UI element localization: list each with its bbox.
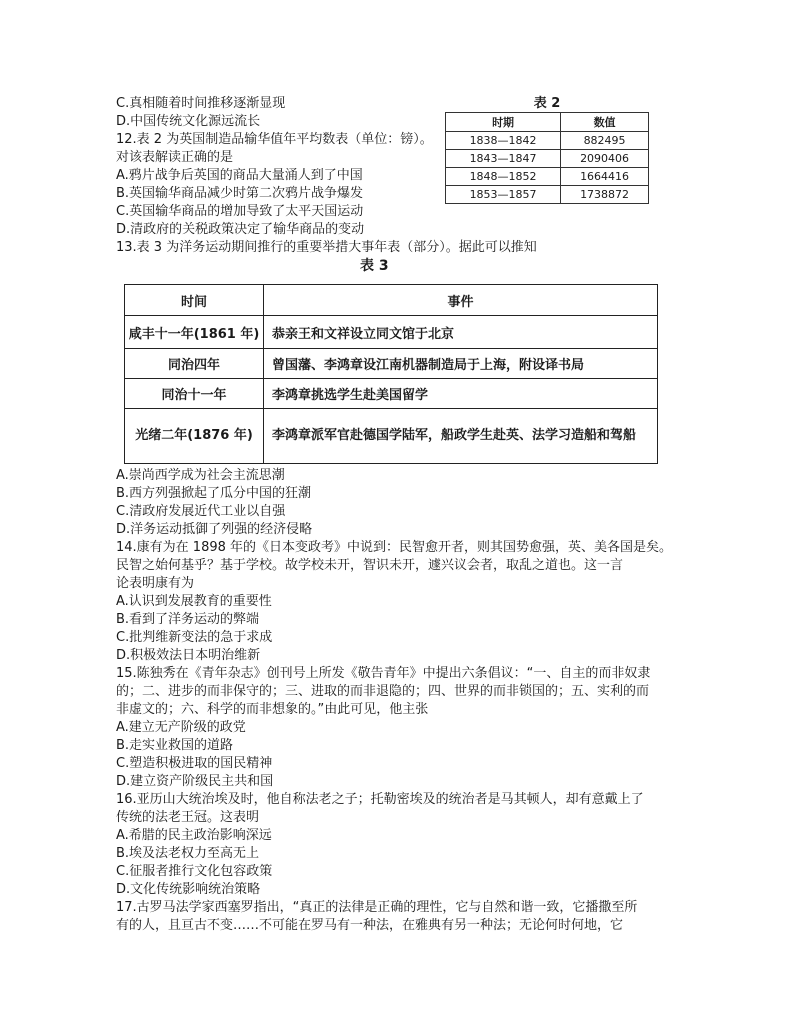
table-row <box>125 349 658 379</box>
table-2 <box>445 96 649 204</box>
question-12-stem: 12.表 2 为英国制造品输华值年平均数表（单位：镑）。 <box>116 132 433 147</box>
option-c-q16: C.征服者推行文化包容政策 <box>116 864 273 879</box>
option-b-q16: B.埃及法老权力至高无上 <box>116 846 260 861</box>
question-14-stem-cont: 民智之始何基乎？基于学校。故学校未开，智识未开，遽兴议会者，取乱之道也。这一言 <box>116 558 624 573</box>
table-2-caption: 表 2 <box>533 96 561 111</box>
table-cell: 2090406 <box>561 150 649 168</box>
option-b-q13: B.西方列强掀起了瓜分中国的狂潮 <box>116 486 312 501</box>
question-17-stem-cont: 有的人，且亘古不变……不可能在罗马有一种法，在雅典有另一种法；无论何时何地，它 <box>116 918 624 933</box>
table-3-caption: 表 3 <box>360 258 389 274</box>
table-cell: 1853—1857 <box>446 186 561 204</box>
question-15-stem-cont: 的；二、进步的而非保守的；三、进取的而非退隐的；四、世界的而非锁国的；五、实利的而 <box>116 684 650 699</box>
option-d-q14: D.积极效法日本明治维新 <box>116 648 261 663</box>
table-3-header-row <box>125 285 658 316</box>
table-cell-time: 咸丰十一年(1861 年) <box>125 316 264 349</box>
option-d-q13: D.洋务运动抵御了列强的经济侵略 <box>116 522 313 537</box>
table-cell: 1664416 <box>561 168 649 186</box>
table-row <box>125 316 658 349</box>
option-d-q12: D.清政府的关税政策决定了输华商品的变动 <box>116 222 365 237</box>
option-b-q14: B.看到了洋务运动的弊端 <box>116 612 260 627</box>
question-16-stem-cont: 传统的法老王冠。这表明 <box>116 810 260 825</box>
question-15-stem: 15.陈独秀在《青年杂志》创刊号上所发《敬告青年》中提出六条倡议：“一、自主的而非奴隶 <box>116 666 651 681</box>
question-12-stem-cont: 对该表解读正确的是 <box>116 150 234 165</box>
question-17-stem: 17.古罗马法学家西塞罗指出，“真正的法律是正确的理性，它与自然和谐一致，它播撒至所 <box>116 900 638 915</box>
table-2-header-period: 时期 <box>446 113 561 132</box>
table-row <box>446 186 649 204</box>
table-row <box>125 379 658 409</box>
option-c-q14: C.批判维新变法的急于求成 <box>116 630 273 645</box>
question-16-stem: 16.亚历山大统治埃及时，他自称法老之子；托勒密埃及的统治者是马其顿人，却有意戴上了 <box>116 792 644 807</box>
option-a-q12: A.鸦片战争后英国的商品大量涌人到了中国 <box>116 168 363 183</box>
table-cell: 1838—1842 <box>446 132 561 150</box>
table-cell-event: 李鸿章派军官赴德国学陆军，船政学生赴英、法学习造船和驾船 <box>264 409 658 464</box>
question-15-stem-end: 非虚文的；六、科学的而非想象的。”由此可见，他主张 <box>116 702 429 717</box>
option-c-q15: C.塑造积极进取的国民精神 <box>116 756 273 771</box>
table-row <box>125 409 658 464</box>
table-2-header-value: 数值 <box>561 113 649 132</box>
table-3-header-event: 事件 <box>264 285 658 316</box>
table-cell-event: 曾国藩、李鸿章设江南机器制造局于上海，附设译书局 <box>264 349 658 379</box>
table-row <box>446 168 649 186</box>
table-cell: 1843—1847 <box>446 150 561 168</box>
option-a-q16: A.希腊的民主政治影响深远 <box>116 828 272 843</box>
table-cell-time: 光绪二年(1876 年) <box>125 409 264 464</box>
option-d-q16: D.文化传统影响统治策略 <box>116 882 261 897</box>
option-c-q13: C.清政府发展近代工业以自强 <box>116 504 286 519</box>
table-row <box>446 132 649 150</box>
table-2-header-row <box>446 113 649 132</box>
question-14-stem: 14.康有为在 1898 年的《日本变政考》中说到：民智愈开者，则其国势愈强，英、美各国是矣。 <box>116 540 673 555</box>
table-cell-time: 同治十一年 <box>125 379 264 409</box>
table-cell: 1738872 <box>561 186 649 204</box>
question-14-stem-end: 论表明康有为 <box>116 576 195 591</box>
option-b-q12: B.英国输华商品减少时第二次鸦片战争爆发 <box>116 186 364 201</box>
table-cell-time: 同治四年 <box>125 349 264 379</box>
option-b-q15: B.走实业救国的道路 <box>116 738 234 753</box>
question-13-stem: 13.表 3 为洋务运动期间推行的重要举措大事年表（部分）。据此可以推知 <box>116 240 537 255</box>
table-cell-event: 恭亲王和文祥设立同文馆于北京 <box>264 316 658 349</box>
table-row <box>446 150 649 168</box>
table-cell: 1848—1852 <box>446 168 561 186</box>
option-d-q15: D.建立资产阶级民主共和国 <box>116 774 274 789</box>
option-d-q11: D.中国传统文化源远流长 <box>116 114 261 129</box>
table-cell-event: 李鸿章挑选学生赴美国留学 <box>264 379 658 409</box>
table-3-header-time: 时间 <box>125 285 264 316</box>
option-c-q12: C.英国输华商品的增加导致了太平天国运动 <box>116 204 364 219</box>
option-c-q11: C.真相随着时间推移逐渐显现 <box>116 96 286 111</box>
table-cell: 882495 <box>561 132 649 150</box>
table-3 <box>124 284 658 464</box>
option-a-q14: A.认识到发展教育的重要性 <box>116 594 272 609</box>
option-a-q15: A.建立无产阶级的政党 <box>116 720 246 735</box>
option-a-q13: A.崇尚西学成为社会主流思潮 <box>116 468 285 483</box>
